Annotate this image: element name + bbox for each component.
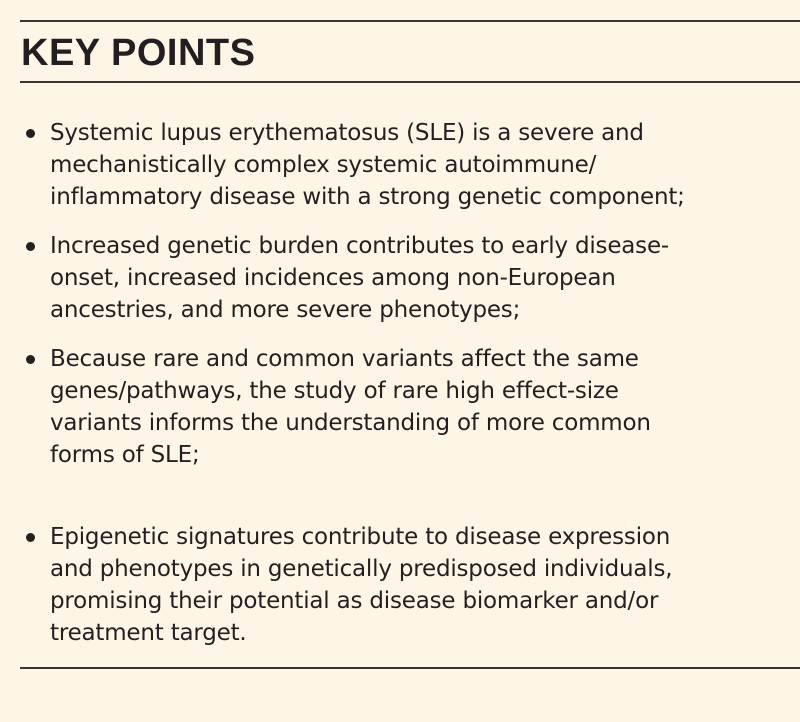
text-line: variants informs the understanding of more common — [50, 410, 651, 436]
text-line: Because rare and common variants affect the same — [50, 346, 639, 372]
text-line: genes/pathways, the study of rare high effect-size — [50, 378, 619, 404]
text-line: and phenotypes in genetically predisposed individuals, — [50, 556, 673, 582]
heading-divider — [20, 81, 800, 83]
text-line: ancestries, and more severe phenotypes; — [50, 297, 521, 323]
text-line: mechanistically complex systemic autoimmune/ — [50, 152, 597, 178]
text-line: inflammatory disease with a strong genetic component; — [50, 184, 685, 210]
bottom-divider — [20, 667, 800, 669]
text-line: Systemic lupus erythematosus (SLE) is a severe and — [50, 120, 644, 146]
text-line: forms of SLE; — [50, 442, 200, 468]
text-line: promising their potential as disease biomarker and/or — [50, 588, 659, 614]
bullet-icon — [26, 533, 35, 542]
bullet-icon — [26, 242, 35, 251]
text-line: Epigenetic signatures contribute to disease expression — [50, 524, 671, 550]
page-title: KEY POINTS — [21, 32, 256, 74]
text-line: treatment target. — [50, 620, 247, 646]
text-line: Increased genetic burden contributes to early disease- — [50, 233, 670, 259]
top-divider — [20, 20, 800, 22]
bullet-icon — [26, 355, 35, 364]
text-line: onset, increased incidences among non-European — [50, 265, 616, 291]
bullet-icon — [26, 129, 35, 138]
